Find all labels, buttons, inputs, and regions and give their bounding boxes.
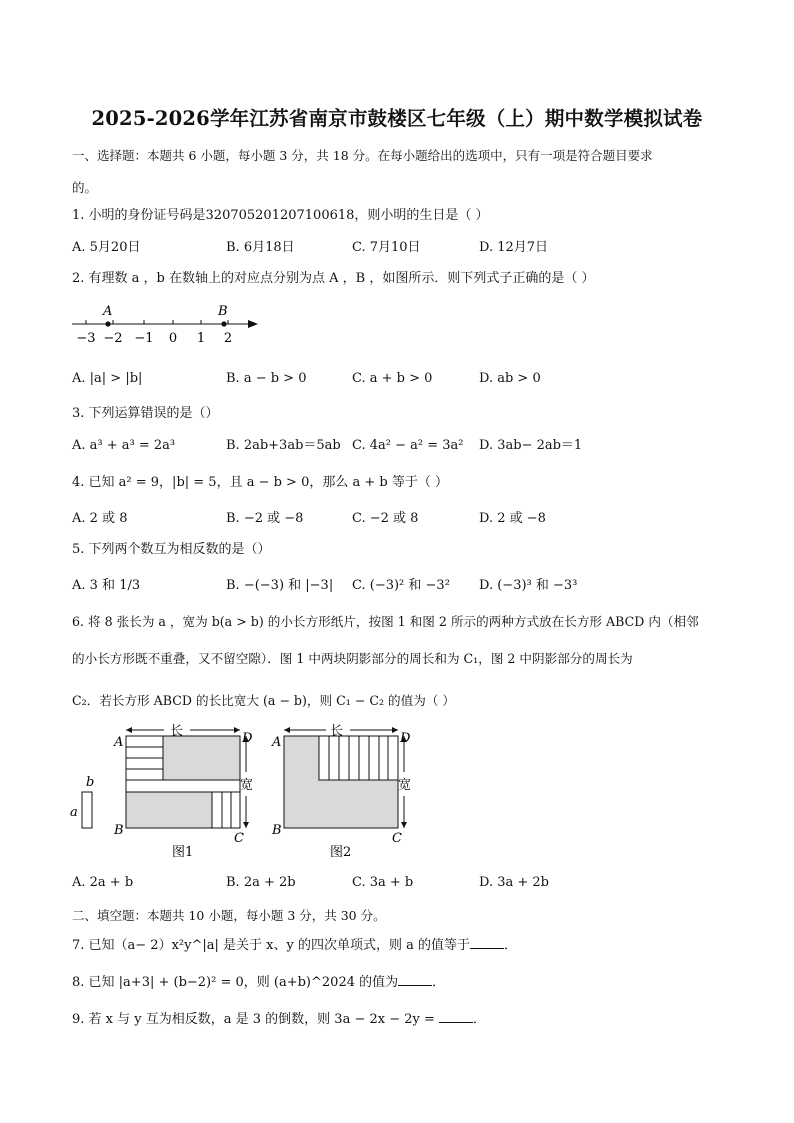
fig2-corner-d: D [400,731,411,746]
q9-text: 9. 若 x 与 y 互为相反数，a 是 3 的倒数，则 3a − 2x − 2y = [72,1012,435,1027]
q2-option-c: C. a + b > 0 [352,371,433,386]
fig1-corner-c: C [234,831,244,846]
q9-answer-blank[interactable] [439,1010,473,1023]
q2-stem: 2. 有理数 a ，b 在数轴上的对应点分别为点 A ，B ，如图所示．则下列式子正确的是（ ） [72,271,595,286]
section-1-heading: 一、选择题：本题共 6 小题，每小题 3 分，共 18 分。在每小题给出的选项中，只有一项是符合题目要求 [72,148,653,163]
tick-label: 0 [168,331,178,346]
q1-option-b: B. 6月18日 [226,240,295,255]
fig2-corner-b: B [272,823,282,838]
q7-line [72,936,517,954]
q4-option-b: B. −2 或 −8 [226,511,304,526]
fig1-wide-label: 宽 [240,778,254,793]
tick-label: −2 [103,331,123,346]
fig1-corner-b: B [114,823,124,838]
q1-option-a: A. 5月20日 [72,240,141,255]
q4-option-d: D. 2 或 −8 [479,511,546,526]
point-b-dot [221,321,226,326]
q6-option-a: A. 2a + b [72,875,134,890]
tick-label: 2 [223,331,233,346]
q3-stem: 3. 下列运算错误的是（） [72,406,219,421]
q5-option-d: D. (−3)³ 和 −3³ [479,578,578,593]
number-line-arrow-icon [248,320,258,328]
tick-label: −3 [76,331,96,346]
q6-figures [66,722,426,864]
q8-answer-blank[interactable] [398,973,432,986]
fig2-corner-c: C [392,831,402,846]
q5-option-b: B. −(−3) 和 |−3| [226,578,334,593]
q2-option-d: D. ab > 0 [479,371,541,386]
q6-option-d: D. 3a + 2b [479,875,549,890]
q4-option-a: A. 2 或 8 [72,511,128,526]
fig1-shaded-top [163,736,240,780]
q3-option-c: C. 4a² − a² = 3a² [352,438,464,453]
q3-option-b: B. 2ab+3ab＝5ab [226,438,341,453]
q4-option-c: C. −2 或 8 [352,511,419,526]
fig2-corner-a: A [272,735,282,750]
q5-option-c: C. (−3)² 和 −3² [352,578,450,593]
fig1-corner-d: D [242,731,253,746]
tick-label: −1 [134,331,154,346]
small-a-label: a [70,805,78,820]
exam-title: 2025-2026学年江苏省南京市鼓楼区七年级（上）期中数学模拟试卷 [91,107,703,130]
q9-end: ． [473,1012,487,1027]
q6-option-c: C. 3a + b [352,875,414,890]
small-rectangle [82,792,92,828]
fig1-shaded-bottom [126,792,212,828]
q6-stem-line2: 的小长方形既不重叠，又不留空隙）．图 1 中两块阴影部分的周长和为 C₁，图 2 中阴影部分的周长为 [72,651,633,666]
q1-option-d: D. 12月7日 [479,240,549,255]
figure-2-caption: 图2 [330,845,352,860]
q9-line [72,1010,486,1028]
figure-2 [271,724,411,860]
q8-line [72,973,445,991]
point-a-label: A [103,304,113,319]
q4-stem: 4. 已知 a² = 9，|b| = 5，且 a − b > 0，那么 a + b 等于（ ） [72,475,448,490]
q1-option-c: C. 7月10日 [352,240,421,255]
section-1-heading-cont: 的。 [72,180,98,195]
q6-stem-line3: C₂．若长方形 ABCD 的长比宽大 (a − b)，则 C₁ − C₂ 的值为（ ） [72,693,455,708]
q6-stem-line1: 6. 将 8 张长为 a ，宽为 b(a > b) 的小长方形纸片，按图 1 和图 2 所示的两种方式放在长方形 ABCD 内（相邻 [72,614,699,629]
fig1-long-label: 长 [170,724,184,739]
q7-text: 7. 已知（a− 2）x²y^|a| 是关于 x、y 的四次单项式，则 a 的值等于 [72,938,470,953]
figure-1-caption: 图1 [172,845,194,860]
q8-text: 8. 已知 |a+3| + (b−2)² = 0，则 (a+b)^2024 的值为 [72,975,399,990]
q8-end: ． [432,975,446,990]
small-b-label: b [86,775,95,790]
q2-option-b: B. a − b > 0 [226,371,307,386]
fig2-wide-label: 宽 [398,778,412,793]
point-a-dot [105,321,110,326]
q3-option-a: A. a³ + a³ = 2a³ [72,438,176,453]
q7-answer-blank[interactable] [470,936,504,949]
q5-stem: 5. 下列两个数互为相反数的是（） [72,542,271,557]
section-2-heading: 二、填空题：本题共 10 小题，每小题 3 分，共 30 分。 [72,908,386,923]
q2-option-a: A. |a| > |b| [72,371,143,386]
tick-label: 1 [196,331,206,346]
q5-option-a: A. 3 和 1/3 [72,578,141,593]
q6-option-b: B. 2a + 2b [226,875,296,890]
point-b-label: B [218,304,228,319]
number-line-figure [66,298,266,348]
figure-1 [113,724,253,860]
fig1-corner-a: A [114,735,124,750]
q3-option-d: D. 3ab− 2ab＝1 [479,438,583,453]
fig2-long-label: 长 [330,724,344,739]
q7-end: ． [503,938,517,953]
q1-stem: 1. 小明的身份证号码是320705201207100618，则小明的生日是（ ） [72,208,489,223]
